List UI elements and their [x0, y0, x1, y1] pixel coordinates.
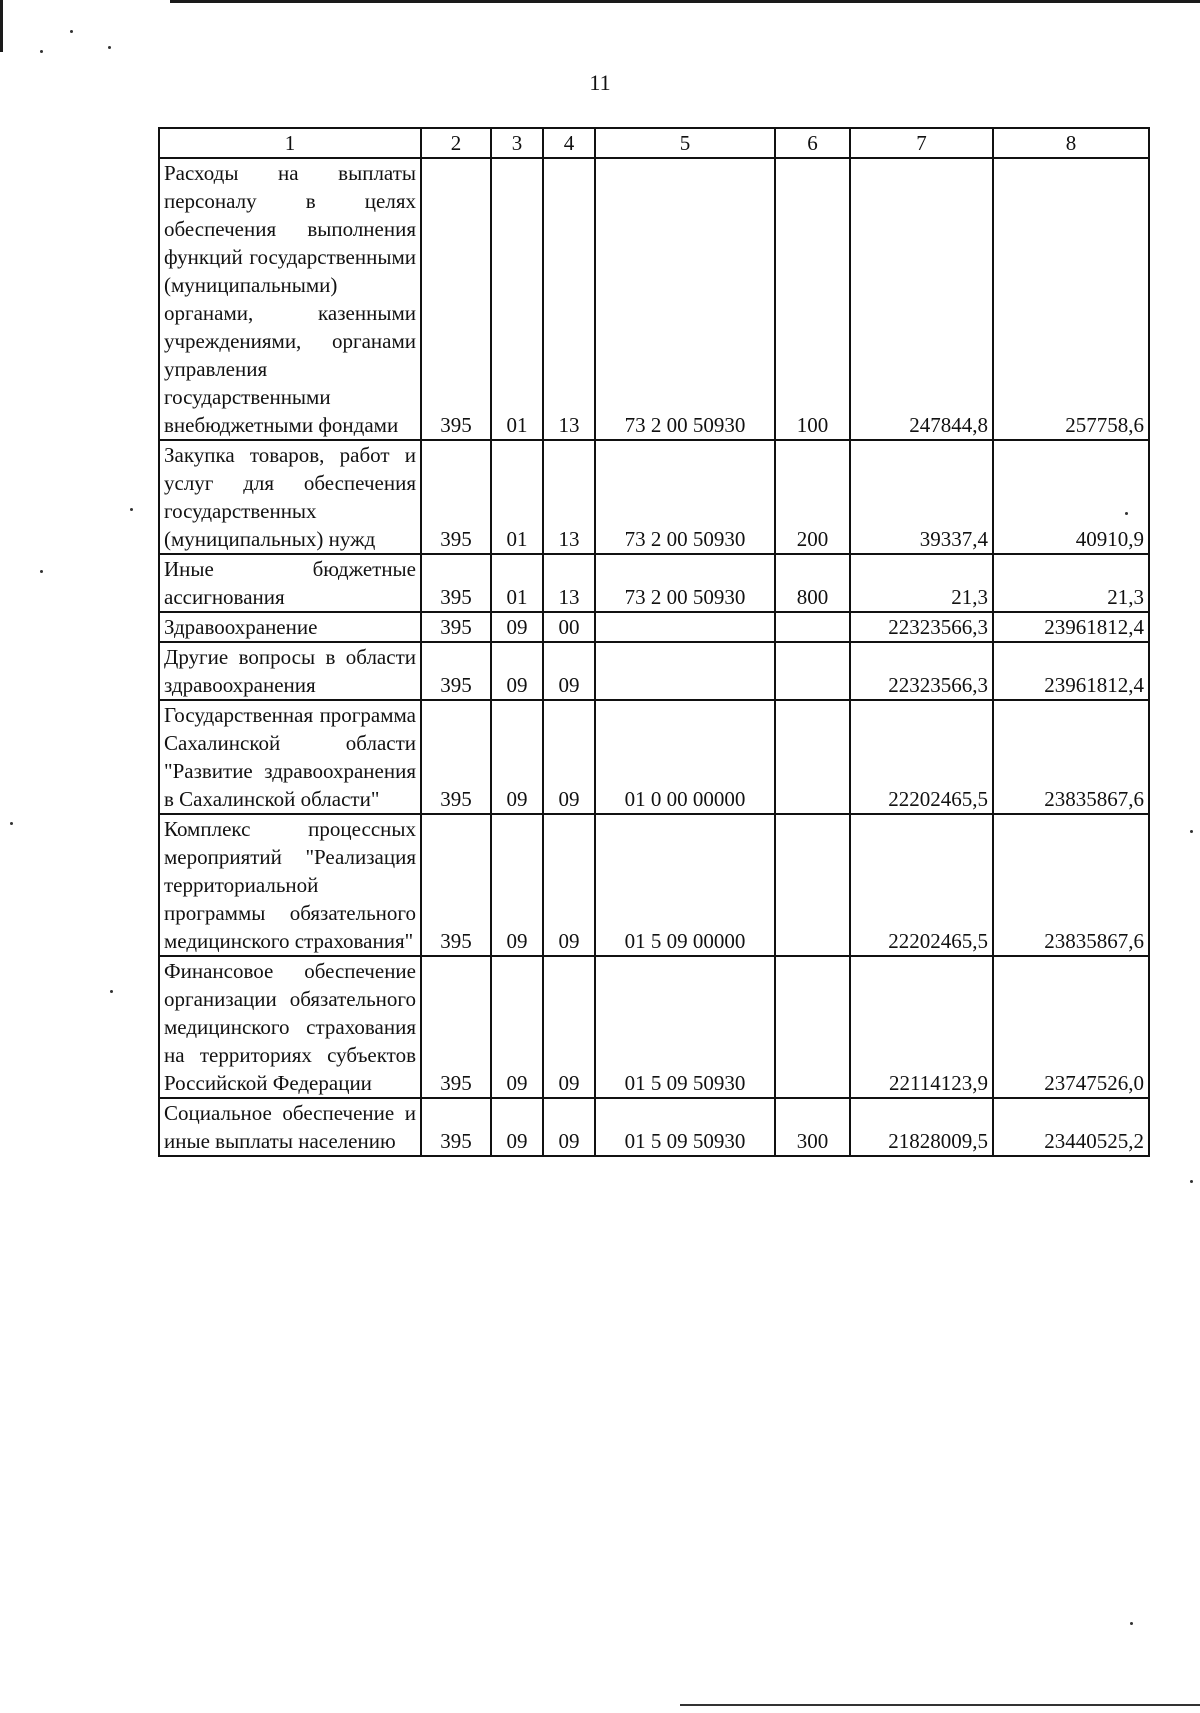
- amount-col8: 23835867,6: [993, 700, 1149, 814]
- expense-type-code: [775, 700, 850, 814]
- expense-name: Финансовое обеспечение организации обязательного медицинского страхования на территориях субъектов Российской Федерации: [159, 956, 421, 1098]
- scan-speck: [10, 822, 13, 825]
- scan-speck: [130, 508, 133, 511]
- scan-speck: [40, 50, 43, 53]
- section-code: 01: [491, 440, 543, 554]
- column-header: 8: [993, 128, 1149, 158]
- amount-col8: 23835867,6: [993, 814, 1149, 956]
- table-row: [159, 440, 1149, 554]
- column-header: 2: [421, 128, 491, 158]
- amount-col8: 23961812,4: [993, 612, 1149, 642]
- amount-col8: 40910,9: [993, 440, 1149, 554]
- amount-col8: 23440525,2: [993, 1098, 1149, 1156]
- amount-col7: 22114123,9: [850, 956, 993, 1098]
- ministry-code: 395: [421, 440, 491, 554]
- expense-name: Государственная программа Сахалинской области "Развитие здравоохранения в Сахалинской области": [159, 700, 421, 814]
- section-code: 09: [491, 956, 543, 1098]
- amount-col8: 257758,6: [993, 158, 1149, 440]
- subsection-code: 09: [543, 956, 595, 1098]
- subsection-code: 09: [543, 700, 595, 814]
- subsection-code: 09: [543, 814, 595, 956]
- scan-speck: [40, 570, 43, 573]
- subsection-code: 09: [543, 642, 595, 700]
- scan-edge-bottom: [680, 1704, 1200, 1706]
- table-header-row: [159, 128, 1149, 158]
- table-row: [159, 700, 1149, 814]
- column-header: 5: [595, 128, 775, 158]
- amount-col8: 23747526,0: [993, 956, 1149, 1098]
- expense-name: Иные бюджетные ассигнования: [159, 554, 421, 612]
- budget-table: [158, 127, 1150, 1157]
- expense-name: Другие вопросы в области здравоохранения: [159, 642, 421, 700]
- ministry-code: 395: [421, 612, 491, 642]
- ministry-code: 395: [421, 642, 491, 700]
- target-article-code: 01 5 09 50930: [595, 1098, 775, 1156]
- target-article-code: 73 2 00 50930: [595, 158, 775, 440]
- expense-type-code: [775, 814, 850, 956]
- expense-type-code: 100: [775, 158, 850, 440]
- ministry-code: 395: [421, 158, 491, 440]
- scan-speck: [1190, 830, 1193, 833]
- target-article-code: [595, 612, 775, 642]
- ministry-code: 395: [421, 956, 491, 1098]
- scan-edge-top: [170, 0, 1200, 3]
- expense-type-code: 300: [775, 1098, 850, 1156]
- table-row: [159, 1098, 1149, 1156]
- expense-name: Закупка товаров, работ и услуг для обеспечения государственных (муниципальных) нужд: [159, 440, 421, 554]
- section-code: 09: [491, 700, 543, 814]
- expense-type-code: 800: [775, 554, 850, 612]
- scan-edge-left: [0, 0, 3, 52]
- section-code: 09: [491, 1098, 543, 1156]
- section-code: 09: [491, 642, 543, 700]
- scan-speck: [1190, 1180, 1193, 1183]
- subsection-code: 13: [543, 158, 595, 440]
- scan-speck: [1130, 1622, 1133, 1625]
- page-number: 11: [589, 70, 611, 95]
- amount-col7: 39337,4: [850, 440, 993, 554]
- scan-speck: [108, 46, 111, 49]
- scan-speck: [70, 30, 73, 33]
- expense-name: Социальное обеспечение и иные выплаты населению: [159, 1098, 421, 1156]
- ministry-code: 395: [421, 700, 491, 814]
- amount-col7: 22323566,3: [850, 612, 993, 642]
- amount-col7: 22202465,5: [850, 814, 993, 956]
- column-header: 4: [543, 128, 595, 158]
- column-header: 3: [491, 128, 543, 158]
- subsection-code: 13: [543, 554, 595, 612]
- target-article-code: 01 5 09 00000: [595, 814, 775, 956]
- table-row: [159, 642, 1149, 700]
- amount-col8: 23961812,4: [993, 642, 1149, 700]
- expense-name: Здравоохранение: [159, 612, 421, 642]
- column-header: 6: [775, 128, 850, 158]
- table-row: [159, 158, 1149, 440]
- target-article-code: 01 0 00 00000: [595, 700, 775, 814]
- table-row: [159, 554, 1149, 612]
- column-header: 7: [850, 128, 993, 158]
- expense-type-code: [775, 612, 850, 642]
- subsection-code: 00: [543, 612, 595, 642]
- amount-col7: 247844,8: [850, 158, 993, 440]
- table-row: [159, 814, 1149, 956]
- ministry-code: 395: [421, 814, 491, 956]
- expense-name: Комплекс процессных мероприятий "Реализация территориальной программы обязательного медицинского страхования": [159, 814, 421, 956]
- target-article-code: 73 2 00 50930: [595, 440, 775, 554]
- expense-type-code: 200: [775, 440, 850, 554]
- subsection-code: 13: [543, 440, 595, 554]
- ministry-code: 395: [421, 554, 491, 612]
- amount-col8: 21,3: [993, 554, 1149, 612]
- section-code: 09: [491, 814, 543, 956]
- subsection-code: 09: [543, 1098, 595, 1156]
- amount-col7: 21828009,5: [850, 1098, 993, 1156]
- amount-col7: 22202465,5: [850, 700, 993, 814]
- table-row: [159, 612, 1149, 642]
- target-article-code: 73 2 00 50930: [595, 554, 775, 612]
- target-article-code: [595, 642, 775, 700]
- target-article-code: 01 5 09 50930: [595, 956, 775, 1098]
- expense-type-code: [775, 642, 850, 700]
- table-row: [159, 956, 1149, 1098]
- scan-speck: [110, 990, 113, 993]
- section-code: 01: [491, 554, 543, 612]
- expense-name: Расходы на выплаты персоналу в целях обеспечения выполнения функций государственными (муниципальными) органами, казенными учреждениями, органами управления государственными внебюджетными фондами: [159, 158, 421, 440]
- ministry-code: 395: [421, 1098, 491, 1156]
- column-header: 1: [159, 128, 421, 158]
- section-code: 09: [491, 612, 543, 642]
- amount-col7: 22323566,3: [850, 642, 993, 700]
- amount-col7: 21,3: [850, 554, 993, 612]
- section-code: 01: [491, 158, 543, 440]
- expense-type-code: [775, 956, 850, 1098]
